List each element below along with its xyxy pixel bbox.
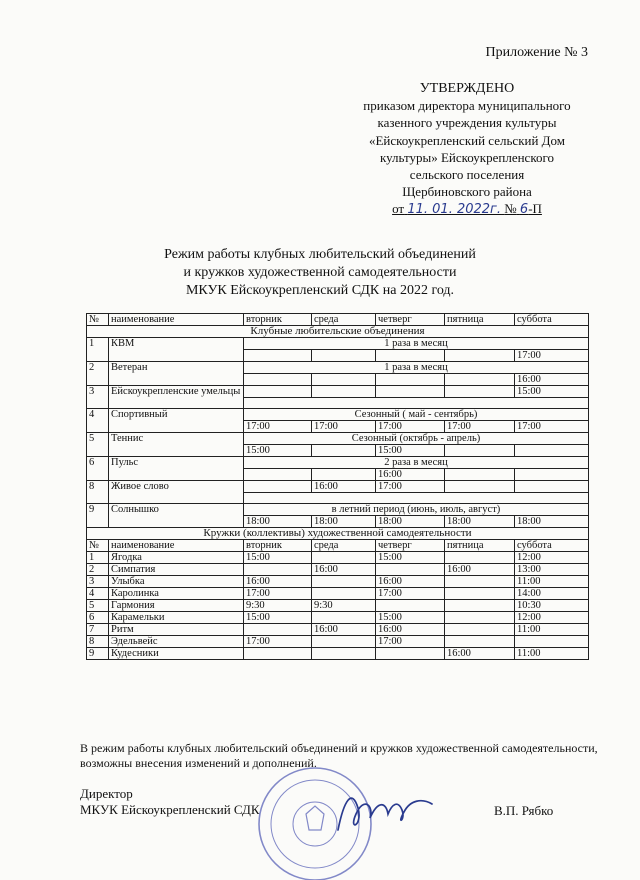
time-tuesday: 15:00 bbox=[244, 552, 312, 564]
section-title-clubs: Клубные любительские объединения bbox=[87, 326, 589, 338]
column-header: пятница bbox=[445, 540, 515, 552]
order-number: 6 bbox=[519, 202, 529, 218]
column-header: среда bbox=[312, 540, 376, 552]
row-name: Живое слово bbox=[109, 481, 244, 504]
row-name: Улыбка bbox=[109, 576, 244, 588]
row-number: 2 bbox=[87, 564, 109, 576]
table-row bbox=[87, 338, 589, 350]
row-number: 4 bbox=[87, 588, 109, 600]
table-row bbox=[87, 504, 589, 516]
header-row bbox=[87, 540, 589, 552]
time-friday bbox=[445, 552, 515, 564]
time-thursday: 17:00 bbox=[376, 481, 445, 493]
time-saturday: 18:00 bbox=[515, 516, 589, 528]
document-title bbox=[110, 246, 530, 300]
row-number: 3 bbox=[87, 576, 109, 588]
row-number: 5 bbox=[87, 600, 109, 612]
time-friday bbox=[445, 469, 515, 481]
table-row bbox=[87, 409, 589, 421]
table-row bbox=[87, 386, 589, 398]
time-wednesday: 18:00 bbox=[312, 516, 376, 528]
time-friday bbox=[445, 600, 515, 612]
approval-heading: УТВЕРЖДЕНО bbox=[419, 81, 515, 96]
time-tuesday bbox=[244, 350, 312, 362]
time-friday: 16:00 bbox=[445, 564, 515, 576]
time-wednesday bbox=[312, 469, 376, 481]
time-friday bbox=[445, 588, 515, 600]
approval-line: сельского поселения bbox=[409, 167, 525, 183]
time-tuesday bbox=[244, 469, 312, 481]
order-date: 11. 01. 2022г. bbox=[407, 202, 502, 218]
table-row bbox=[87, 362, 589, 374]
time-tuesday bbox=[244, 648, 312, 660]
approval-line: культуры» Ейскоукрепленского bbox=[380, 149, 554, 165]
section-title-circles: Кружки (коллективы) художественной самодеятельности bbox=[87, 528, 589, 540]
time-friday bbox=[445, 350, 515, 362]
time-saturday bbox=[515, 636, 589, 648]
time-friday bbox=[445, 624, 515, 636]
time-wednesday: 17:00 bbox=[312, 421, 376, 433]
row-number: 9 bbox=[87, 504, 109, 528]
time-wednesday: 16:00 bbox=[312, 624, 376, 636]
row-number: 8 bbox=[87, 636, 109, 648]
row-name: Спортивный bbox=[109, 409, 244, 433]
approval-block bbox=[318, 80, 616, 219]
row-number: 1 bbox=[87, 552, 109, 564]
time-friday bbox=[445, 445, 515, 457]
table-row bbox=[87, 636, 589, 648]
table-row bbox=[87, 624, 589, 636]
time-thursday bbox=[376, 350, 445, 362]
time-friday bbox=[445, 481, 515, 493]
spacer-cell bbox=[244, 398, 589, 409]
time-saturday: 15:00 bbox=[515, 386, 589, 398]
order-prefix: от bbox=[392, 201, 405, 217]
time-saturday bbox=[515, 481, 589, 493]
time-saturday: 11:00 bbox=[515, 576, 589, 588]
director-title: Директор bbox=[80, 786, 133, 801]
time-saturday bbox=[515, 469, 589, 481]
time-friday: 18:00 bbox=[445, 516, 515, 528]
schedule-body bbox=[87, 314, 589, 660]
column-header: № bbox=[87, 540, 109, 552]
time-friday bbox=[445, 386, 515, 398]
row-name: Эдельвейс bbox=[109, 636, 244, 648]
row-number: 8 bbox=[87, 481, 109, 504]
time-wednesday bbox=[312, 552, 376, 564]
column-header: наименование bbox=[109, 540, 244, 552]
table-row bbox=[87, 564, 589, 576]
row-number: 6 bbox=[87, 612, 109, 624]
row-number: 9 bbox=[87, 648, 109, 660]
time-saturday: 17:00 bbox=[515, 350, 589, 362]
time-tuesday: 18:00 bbox=[244, 516, 312, 528]
time-wednesday bbox=[312, 612, 376, 624]
schedule-note: 2 раза в месяц bbox=[244, 457, 589, 469]
column-header: суббота bbox=[515, 540, 589, 552]
order-number-label: № bbox=[504, 201, 517, 217]
schedule-note: Сезонный ( май - сентябрь) bbox=[244, 409, 589, 421]
director-name: В.П. Рябко bbox=[494, 803, 554, 818]
row-name: Теннис bbox=[109, 433, 244, 457]
row-name: Пульс bbox=[109, 457, 244, 481]
time-saturday: 12:00 bbox=[515, 552, 589, 564]
spacer-cell bbox=[244, 493, 589, 504]
director-org: МКУК Ейскоукрепленский СДК bbox=[80, 802, 260, 817]
signature-stroke bbox=[338, 798, 432, 830]
time-tuesday: 9:30 bbox=[244, 600, 312, 612]
time-wednesday bbox=[312, 648, 376, 660]
footer-note: В режим работы клубных любительский объединений и кружков художественной самодеятельности, возможны внесения изменений и дополнений. bbox=[80, 741, 598, 770]
time-friday: 17:00 bbox=[445, 421, 515, 433]
column-header: четверг bbox=[376, 314, 445, 326]
approval-line: казенного учреждения культуры bbox=[377, 115, 557, 131]
time-saturday bbox=[515, 445, 589, 457]
title-line: и кружков художественной самодеятельности bbox=[183, 265, 457, 280]
time-tuesday bbox=[244, 386, 312, 398]
time-wednesday bbox=[312, 588, 376, 600]
table-row bbox=[87, 552, 589, 564]
time-saturday: 12:00 bbox=[515, 612, 589, 624]
time-tuesday: 16:00 bbox=[244, 576, 312, 588]
time-friday bbox=[445, 576, 515, 588]
row-name: Симпатия bbox=[109, 564, 244, 576]
time-friday bbox=[445, 636, 515, 648]
table-row bbox=[87, 612, 589, 624]
time-thursday: 17:00 bbox=[376, 588, 445, 600]
table-row bbox=[87, 648, 589, 660]
time-thursday: 16:00 bbox=[376, 576, 445, 588]
row-name: Ритм bbox=[109, 624, 244, 636]
title-line: Режим работы клубных любительский объединений bbox=[164, 247, 476, 262]
table-row bbox=[87, 576, 589, 588]
column-header: наименование bbox=[109, 314, 244, 326]
time-tuesday bbox=[244, 624, 312, 636]
time-tuesday bbox=[244, 481, 312, 493]
row-number: 2 bbox=[87, 362, 109, 386]
time-thursday bbox=[376, 648, 445, 660]
row-name: Ветеран bbox=[109, 362, 244, 386]
time-wednesday: 16:00 bbox=[312, 481, 376, 493]
table-row bbox=[87, 433, 589, 445]
time-thursday: 17:00 bbox=[376, 636, 445, 648]
header-row bbox=[87, 314, 589, 326]
table-row bbox=[87, 600, 589, 612]
approval-line: приказом директора муниципального bbox=[363, 98, 571, 114]
time-tuesday: 15:00 bbox=[244, 445, 312, 457]
section-row bbox=[87, 326, 589, 338]
approval-line: «Ейскоукрепленский сельский Дом bbox=[368, 132, 566, 148]
time-tuesday: 17:00 bbox=[244, 421, 312, 433]
column-header: № bbox=[87, 314, 109, 326]
director-signature bbox=[330, 782, 440, 837]
row-number: 5 bbox=[87, 433, 109, 457]
schedule-note: в летний период (июнь, июль, август) bbox=[244, 504, 589, 516]
row-name: Солнышко bbox=[109, 504, 244, 528]
time-saturday: 17:00 bbox=[515, 421, 589, 433]
time-thursday bbox=[376, 374, 445, 386]
time-tuesday bbox=[244, 564, 312, 576]
time-friday bbox=[445, 612, 515, 624]
time-tuesday: 17:00 bbox=[244, 636, 312, 648]
row-number: 1 bbox=[87, 338, 109, 362]
row-name: Кудесники bbox=[109, 648, 244, 660]
row-number: 3 bbox=[87, 386, 109, 409]
time-saturday: 16:00 bbox=[515, 374, 589, 386]
row-name: Ягодка bbox=[109, 552, 244, 564]
time-friday: 16:00 bbox=[445, 648, 515, 660]
row-number: 4 bbox=[87, 409, 109, 433]
time-tuesday bbox=[244, 374, 312, 386]
time-wednesday bbox=[312, 636, 376, 648]
time-saturday: 11:00 bbox=[515, 624, 589, 636]
section-row bbox=[87, 528, 589, 540]
time-wednesday: 9:30 bbox=[312, 600, 376, 612]
time-saturday: 13:00 bbox=[515, 564, 589, 576]
time-thursday: 18:00 bbox=[376, 516, 445, 528]
table-row bbox=[87, 481, 589, 493]
time-thursday bbox=[376, 600, 445, 612]
column-header: четверг bbox=[376, 540, 445, 552]
director-block bbox=[80, 786, 260, 818]
title-line: МКУК Ейскоукрепленский СДК на 2022 год. bbox=[185, 283, 455, 298]
row-number: 6 bbox=[87, 457, 109, 481]
time-saturday: 14:00 bbox=[515, 588, 589, 600]
time-wednesday bbox=[312, 374, 376, 386]
row-name: КВМ bbox=[109, 338, 244, 362]
order-line bbox=[318, 200, 616, 218]
column-header: вторник bbox=[244, 540, 312, 552]
time-saturday: 10:30 bbox=[515, 600, 589, 612]
schedule-note: Сезонный (октябрь - апрель) bbox=[244, 433, 589, 445]
time-thursday: 16:00 bbox=[376, 469, 445, 481]
column-header: суббота bbox=[515, 314, 589, 326]
time-wednesday bbox=[312, 386, 376, 398]
table-row bbox=[87, 457, 589, 469]
time-thursday: 15:00 bbox=[376, 552, 445, 564]
table-row bbox=[87, 588, 589, 600]
time-saturday: 11:00 bbox=[515, 648, 589, 660]
row-number: 7 bbox=[87, 624, 109, 636]
row-name: Каролинка bbox=[109, 588, 244, 600]
column-header: вторник bbox=[244, 314, 312, 326]
row-name: Гармония bbox=[109, 600, 244, 612]
column-header: пятница bbox=[445, 314, 515, 326]
schedule-note: 1 раза в месяц bbox=[244, 338, 589, 350]
time-tuesday: 17:00 bbox=[244, 588, 312, 600]
row-name: Карамельки bbox=[109, 612, 244, 624]
order-suffix: -П bbox=[528, 201, 542, 217]
time-friday bbox=[445, 374, 515, 386]
time-wednesday bbox=[312, 576, 376, 588]
row-name: Ейскоукрепленские умельцы bbox=[109, 386, 244, 409]
schedule-note: 1 раза в месяц bbox=[244, 362, 589, 374]
time-thursday: 16:00 bbox=[376, 624, 445, 636]
time-wednesday bbox=[312, 445, 376, 457]
time-thursday bbox=[376, 564, 445, 576]
time-thursday bbox=[376, 386, 445, 398]
time-thursday: 17:00 bbox=[376, 421, 445, 433]
column-header: среда bbox=[312, 314, 376, 326]
time-thursday: 15:00 bbox=[376, 612, 445, 624]
time-wednesday: 16:00 bbox=[312, 564, 376, 576]
schedule-table bbox=[86, 313, 589, 660]
time-thursday: 15:00 bbox=[376, 445, 445, 457]
approval-line: Щербиновского района bbox=[402, 184, 532, 200]
time-tuesday: 15:00 bbox=[244, 612, 312, 624]
time-wednesday bbox=[312, 350, 376, 362]
appendix-label: Приложение № 3 bbox=[485, 45, 588, 60]
